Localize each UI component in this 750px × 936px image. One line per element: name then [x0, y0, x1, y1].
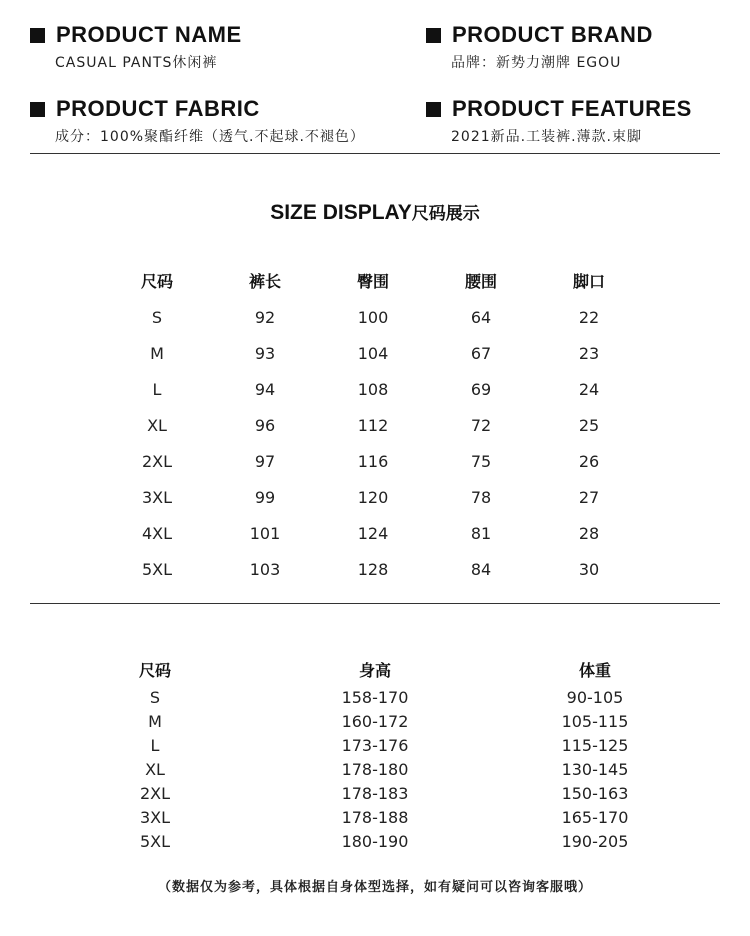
weight-cell: 190-205	[561, 831, 629, 851]
leg-opening-cell: 22	[578, 307, 600, 327]
header-waist: 腰围	[464, 272, 497, 291]
product-features-title: PRODUCT FEATURES	[452, 96, 692, 121]
length-cell: 92	[254, 307, 276, 327]
size-cell: 3XL	[141, 487, 173, 507]
leg-opening-cell: 27	[578, 487, 600, 507]
weight-cell: 165-170	[561, 807, 629, 827]
size-cell: 2XL	[139, 783, 171, 803]
size-cell: M	[148, 711, 162, 731]
waist-cell: 75	[470, 451, 492, 471]
length-cell: 96	[254, 415, 276, 435]
fit-table	[70, 653, 680, 853]
waist-cell: 64	[470, 307, 492, 327]
product-fabric-value: 成分：100%聚酯纤维（透气.不起球.不褪色）	[55, 129, 365, 145]
table-row	[103, 479, 643, 515]
hip-cell: 112	[357, 415, 389, 435]
table-row	[103, 407, 643, 443]
product-fabric-title: PRODUCT FABRIC	[56, 96, 260, 121]
divider-middle	[30, 603, 720, 604]
length-cell: 97	[254, 451, 276, 471]
header-size: 尺码	[140, 272, 173, 291]
height-cell: 160-172	[341, 711, 409, 731]
size-cell: 5XL	[141, 559, 173, 579]
product-brand-title: PRODUCT BRAND	[452, 22, 653, 47]
weight-cell: 130-145	[561, 759, 629, 779]
size-cell: 3XL	[139, 807, 171, 827]
table-row	[103, 299, 643, 335]
size-cell: 4XL	[141, 523, 173, 543]
square-bullet-icon	[426, 28, 441, 43]
hip-cell: 104	[357, 343, 389, 363]
size-cell: XL	[147, 415, 167, 435]
leg-opening-cell: 30	[578, 559, 600, 579]
size-table	[103, 262, 643, 587]
square-bullet-icon	[30, 28, 45, 43]
weight-cell: 90-105	[566, 687, 624, 707]
weight-cell: 150-163	[561, 783, 629, 803]
divider-top	[30, 153, 720, 154]
product-brand-block	[426, 22, 653, 72]
waist-cell: 81	[470, 523, 492, 543]
table-row	[70, 781, 680, 805]
table-row	[103, 515, 643, 551]
height-cell: 173-176	[341, 735, 409, 755]
hip-cell: 124	[357, 523, 389, 543]
leg-opening-cell: 28	[578, 523, 600, 543]
length-cell: 101	[249, 523, 281, 543]
hip-cell: 128	[357, 559, 389, 579]
table-row	[70, 685, 680, 709]
leg-opening-cell: 23	[578, 343, 600, 363]
product-brand-value: 品牌：新势力潮牌 EGOU	[451, 55, 622, 71]
header-weight: 体重	[578, 660, 611, 680]
waist-cell: 67	[470, 343, 492, 363]
leg-opening-cell: 25	[578, 415, 600, 435]
size-table-header	[103, 262, 643, 299]
header-size: 尺码	[138, 660, 171, 680]
length-cell: 99	[254, 487, 276, 507]
product-fabric-block	[30, 96, 365, 146]
product-name-title: PRODUCT NAME	[56, 22, 242, 47]
length-cell: 93	[254, 343, 276, 363]
size-cell: 5XL	[139, 831, 171, 851]
waist-cell: 72	[470, 415, 492, 435]
table-row	[70, 733, 680, 757]
product-features-block	[426, 96, 692, 146]
header-leg-opening: 脚口	[572, 272, 605, 291]
size-display-title-cn: 尺码展示	[411, 204, 480, 224]
size-cell: XL	[145, 759, 165, 779]
leg-opening-cell: 24	[578, 379, 600, 399]
product-name-block	[30, 22, 242, 72]
hip-cell: 100	[357, 307, 389, 327]
length-cell: 94	[254, 379, 276, 399]
size-display-title	[0, 199, 750, 225]
height-cell: 180-190	[341, 831, 409, 851]
waist-cell: 84	[470, 559, 492, 579]
table-row	[70, 829, 680, 853]
hip-cell: 108	[357, 379, 389, 399]
height-cell: 158-170	[341, 687, 409, 707]
leg-opening-cell: 26	[578, 451, 600, 471]
weight-cell: 105-115	[561, 711, 629, 731]
height-cell: 178-183	[341, 783, 409, 803]
square-bullet-icon	[426, 102, 441, 117]
table-row	[103, 371, 643, 407]
weight-cell: 115-125	[561, 735, 629, 755]
product-name-heading	[30, 22, 242, 48]
size-cell: L	[152, 379, 162, 399]
product-features-value: 2021新品.工装裤.薄款.束脚	[451, 129, 642, 145]
height-cell: 178-188	[341, 807, 409, 827]
waist-cell: 78	[470, 487, 492, 507]
table-row	[70, 805, 680, 829]
table-row	[70, 709, 680, 733]
product-brand-heading	[426, 22, 653, 48]
table-row	[103, 551, 643, 587]
header-height: 身高	[358, 660, 391, 680]
product-name-value: CASUAL PANTS休闲裤	[55, 55, 218, 71]
size-display-title-en: SIZE DISPLAY	[270, 201, 412, 224]
table-row	[70, 757, 680, 781]
table-row	[103, 443, 643, 479]
square-bullet-icon	[30, 102, 45, 117]
table-row	[103, 335, 643, 371]
product-fabric-heading	[30, 96, 365, 122]
height-cell: 178-180	[341, 759, 409, 779]
size-cell: S	[149, 687, 161, 707]
hip-cell: 120	[357, 487, 389, 507]
length-cell: 103	[249, 559, 281, 579]
reference-note: （数据仅为参考，具体根据自身体型选择，如有疑问可以咨询客服哦）	[157, 880, 592, 895]
header-pants-length: 裤长	[248, 272, 281, 291]
fit-table-header	[70, 653, 680, 685]
header-hip: 臀围	[356, 272, 389, 291]
size-cell: 2XL	[141, 451, 173, 471]
size-cell: M	[150, 343, 164, 363]
size-cell: L	[150, 735, 160, 755]
hip-cell: 116	[357, 451, 389, 471]
product-features-heading	[426, 96, 692, 122]
waist-cell: 69	[470, 379, 492, 399]
size-cell: S	[151, 307, 163, 327]
